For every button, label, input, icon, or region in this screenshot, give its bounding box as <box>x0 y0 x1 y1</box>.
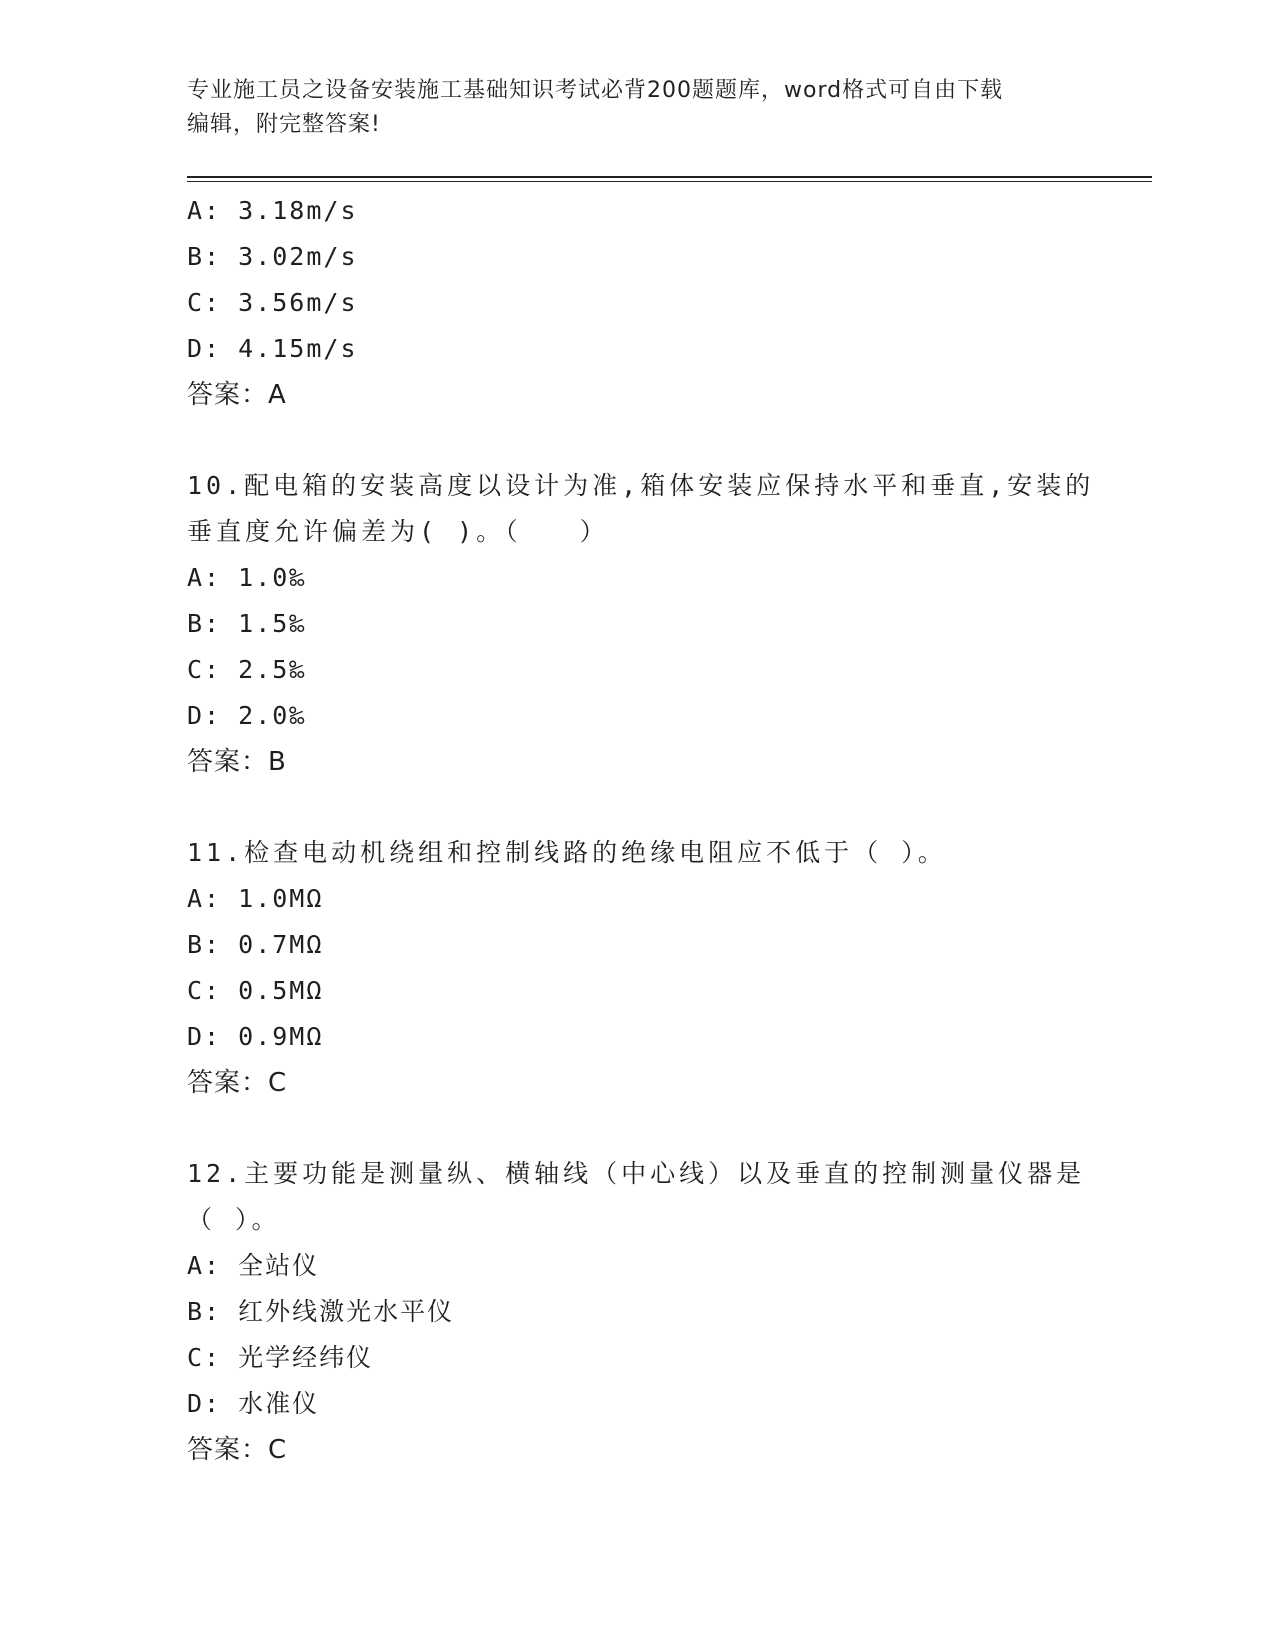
answer-label: 答案：B <box>187 747 287 777</box>
option-d: D: 4.15m/s <box>187 334 358 363</box>
option-b: B: 3.02m/s <box>187 242 358 271</box>
question-text-line-1: 12.主要功能是测量纵、横轴线（中心线）以及垂直的控制测量仪器是 <box>187 1159 1086 1188</box>
question-9-continued <box>187 188 1087 418</box>
option-b: B: 0.7MΩ <box>187 930 324 959</box>
question-text-line-1: 11.检查电动机绕组和控制线路的绝缘电阻应不低于（ ）。 <box>187 838 947 867</box>
question-text-line-2: 垂直度允许偏差为( )。（ ） <box>187 517 609 546</box>
question-11 <box>187 830 1087 1106</box>
option-d: D: 水准仪 <box>187 1389 320 1418</box>
question-12 <box>187 1151 1087 1473</box>
option-a: A: 全站仪 <box>187 1251 320 1280</box>
header-divider-top <box>187 176 1152 178</box>
option-c: C: 0.5MΩ <box>187 976 324 1005</box>
answer-label: 答案：C <box>187 1435 288 1465</box>
option-a: A: 1.0‰ <box>187 563 307 592</box>
option-c: C: 3.56m/s <box>187 288 358 317</box>
option-b: B: 红外线激光水平仪 <box>187 1297 455 1326</box>
question-text-line-2: （ ）。 <box>187 1205 281 1234</box>
question-10 <box>187 463 1095 785</box>
header-divider-bottom <box>187 181 1152 182</box>
answer-label: 答案：A <box>187 380 287 410</box>
option-c: C: 光学经纬仪 <box>187 1343 374 1372</box>
document-header <box>187 74 1067 142</box>
option-d: D: 2.0‰ <box>187 701 307 730</box>
question-text-line-1: 10.配电箱的安装高度以设计为准,箱体安装应保持水平和垂直,安装的 <box>187 471 1095 500</box>
option-a: A: 1.0MΩ <box>187 884 324 913</box>
option-b: B: 1.5‰ <box>187 609 307 638</box>
option-d: D: 0.9MΩ <box>187 1022 324 1051</box>
question-list <box>187 188 1095 1473</box>
option-a: A: 3.18m/s <box>187 196 358 225</box>
header-line-2: 编辑，附完整答案! <box>187 112 381 137</box>
header-line-1: 专业施工员之设备安装施工基础知识考试必背200题题库，word格式可自由下载 <box>187 78 1004 103</box>
option-c: C: 2.5‰ <box>187 655 307 684</box>
answer-label: 答案：C <box>187 1068 288 1098</box>
